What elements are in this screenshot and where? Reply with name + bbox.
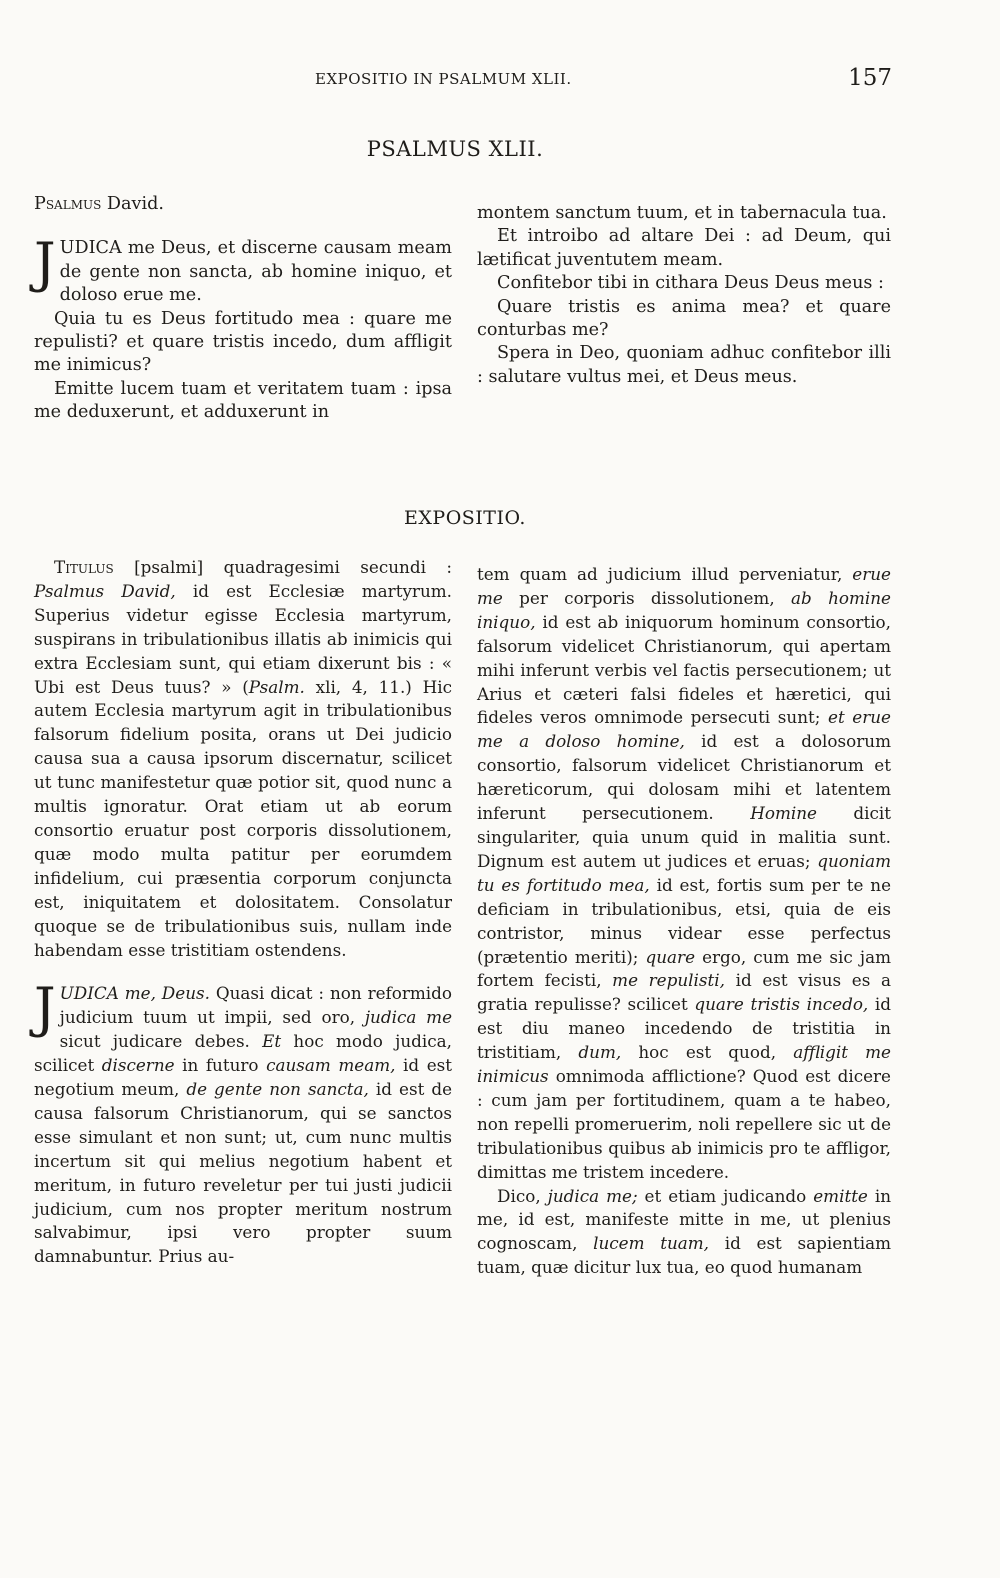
psalm-text-left-column xyxy=(34,193,452,425)
psalm-intro-label: Psalmus xyxy=(34,194,102,214)
verse-text: UDICA me Deus, et discerne causam meam de gente non sancta, ab homine iniquo, et doloso erue me. xyxy=(59,238,452,306)
exposition-heading: EXPOSITIO. xyxy=(404,507,526,529)
page-number: 157 xyxy=(848,65,892,91)
exposition-left-column xyxy=(34,556,452,1269)
exposition-paragraph-judica: JUDICA me, Deus. Quasi dicat : non reformido judicium tuum ut impii, sed oro, judica me sicut judicare debes. Et hoc modo judica, scilicet discerne in futuro causam meam, id est negotium meum, de gente non sancta, id est de causa falsorum Christianorum, qui se sanctos esse simulant et non sunt; ut, cum nunc multis incertum sit qui melius negotium habent et meritum, in futuro reveletur per tui justi judicii judicium, cum nos propter meritum nostrum salvabimur, ipsi vero propter suum damnabuntur. Prius au- xyxy=(34,976,453,1267)
drop-cap: J xyxy=(34,976,56,1040)
psalm-intro-rest: David. xyxy=(101,194,164,214)
psalm-verse-1 xyxy=(34,231,452,307)
psalm-verse-2: Quia tu es Deus fortitudo mea : quare me repulisti? et quare tristis incedo, dum affligit me inimicus? xyxy=(34,308,452,376)
psalm-title: PSALMUS XLII. xyxy=(366,137,544,161)
running-header xyxy=(0,65,1000,94)
exposition-right-column xyxy=(477,563,891,1280)
psalm-text-right-column xyxy=(477,202,891,389)
psalm-verse-6: Quare tristis es anima mea? et quare conturbas me? xyxy=(477,296,891,341)
exposition-paragraph-continued: tem quam ad judicium illud perveniatur, erue me per corporis dissolutionem, ab homine iniquo, id est ab iniquorum hominum consortio, falsorum videlicet Christianorum, qui apertam mihi inferunt verbis vel factis persecutionem; ut Arius et cæteri falsi fideles et hæretici, qui fideles veros omnimode persecuti sunt; et erue me a doloso homine, id est a dolosorum consortio, falsorum videlicet Christianorum et hæreticorum, qui dolosam mihi et latentem inferunt persecutionem. Homine dicit singulariter, quia unum quid in malitia sunt. Dignum est autem ut judices et eruas; quoniam tu es fortitudo mea, id est, fortis sum per te ne deficiam in tribulationibus, etsi, quia de eis contristor, minus videar esse perfectus (prætentio meriti); quare ergo, cum me sic jam fortem fecisti, me repulisti, id est visus es a gratia repulisse? scilicet quare tristis incedo, id est diu maneo incedendo de tristitia in tristitiam, dum, hoc est quod, affligit me inimicus omnimoda afflictione? Quod est dicere : cum jam per fortitudinem, quam a te habeo, non repelli promeruerim, noli repellere sic ut de tribulationibus quibus ab inimicis pro te affligor, dimittas me tristem incedere. xyxy=(477,564,892,1182)
psalm-verse-5: Confitebor tibi in cithara Deus Deus meus : xyxy=(497,273,884,294)
psalm-verse-3-start: Emitte lucem tuam et veritatem tuam : ipsa me deduxerunt, et adduxerunt in xyxy=(34,378,452,423)
psalm-verse-7: Spera in Deo, quoniam adhuc confitebor illi : salutare vultus mei, et Deus meus. xyxy=(477,343,891,387)
psalm-intro xyxy=(34,193,452,216)
drop-cap: J xyxy=(34,231,56,295)
psalm-verse-4: Et introibo ad altare Dei : ad Deum, qui lætificat juventutem meam. xyxy=(477,226,891,270)
running-title: EXPOSITIO IN PSALMUM XLII. xyxy=(315,70,572,88)
psalm-verse-3-end: montem sanctum tuum, et in tabernacula tua. xyxy=(477,203,887,223)
exposition-paragraph-title: Titulus [psalmi] quadragesimi secundi : Psalmus David, id est Ecclesiæ martyrum. Superius videtur egisse Ecclesia martyrum, suspirans in tribulationibus illatis ab inimicis qui extra Ecclesiam sunt, qui etiam dixerunt bis : « Ubi est Deus tuus? » (Psalm. xli, 4, 11.) Hic autem Ecclesia martyrum agit in tribulationibus falsorum fidelium posita, orans ut Dei judicio causa sua a causa ipsorum discernatur, scilicet ut tunc manifestetur quæ potior sit, quod nunc a multis ignoratur. Orat etiam ut ab eorum consortio eruatur post corporis dissolutionem, quæ modo multa patitur per eorumdem infidelium, cui præsentia corporum conjuncta est, iniquitatem et dolositatem. Consolatur quoque se de tribulationibus suis, nullam inde habendam esse tristitiam ostendens. xyxy=(34,557,452,960)
exposition-paragraph-dico: Dico, judica me; et etiam judicando emitte in me, id est, manifeste mitte in me, ut plenius cognoscam, lucem tuam, id est sapientiam tuam, quæ dicitur lux tua, eo quod humanam xyxy=(477,1185,892,1278)
